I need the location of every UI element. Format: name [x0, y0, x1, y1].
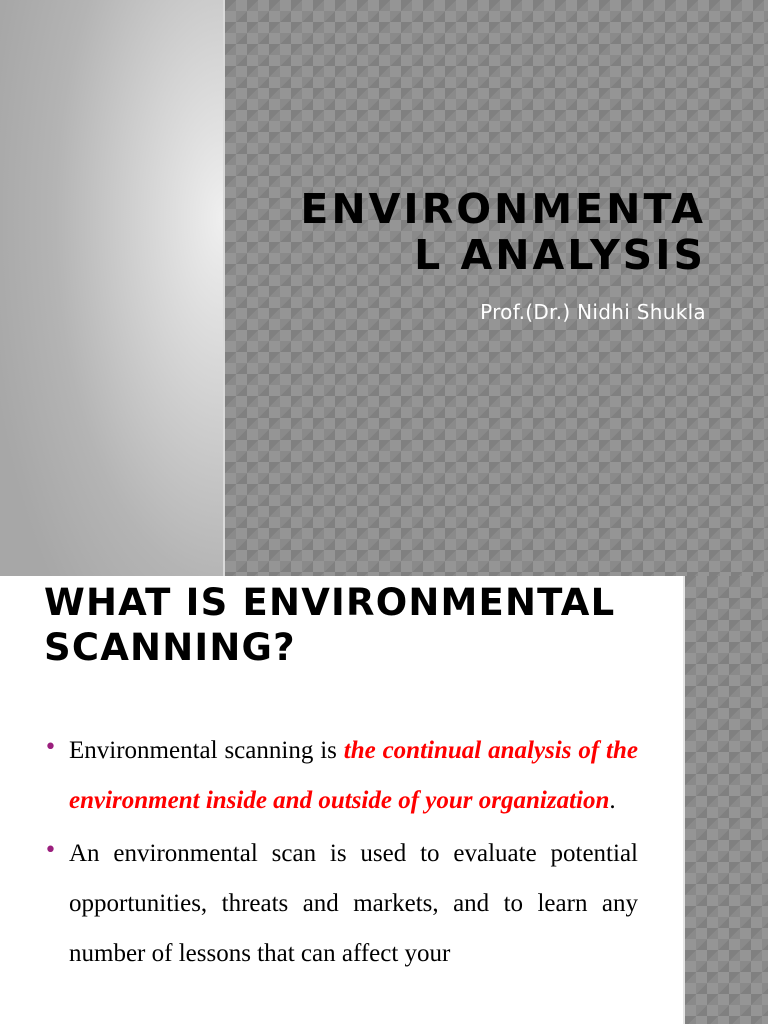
bullet-emphasis: the continual analysis of the environment inside and outside of your organization	[69, 737, 638, 814]
bullet-icon: •	[44, 735, 57, 760]
patterned-side-strip	[685, 576, 768, 1024]
slide-title-line-1: ENVIRONMENTA	[300, 185, 706, 233]
slide-title	[266, 186, 706, 278]
bullet-list	[44, 726, 638, 982]
gradient-panel	[0, 0, 223, 576]
bullet-text-end: .	[609, 787, 616, 814]
slide-heading	[44, 580, 664, 670]
bullet-text: Environmental scanning is	[69, 737, 344, 764]
slide-heading-line-1: WHAT IS ENVIRONMENTAL	[44, 581, 616, 624]
bullet-item	[44, 829, 638, 979]
slide-heading-line-2: SCANNING?	[44, 626, 296, 669]
bullet-icon: •	[44, 838, 57, 863]
bullet-text: An environmental scan is used to evaluate potential opportunities, threats and markets, and to learn any number of lessons that can affect your	[69, 840, 638, 967]
slide-subtitle: Prof.(Dr.) Nidhi Shukla	[480, 300, 706, 324]
content-slide	[0, 576, 768, 1024]
slide-title-line-2: L ANALYSIS	[414, 231, 706, 279]
patterned-background	[225, 0, 768, 576]
bullet-item	[44, 726, 638, 826]
